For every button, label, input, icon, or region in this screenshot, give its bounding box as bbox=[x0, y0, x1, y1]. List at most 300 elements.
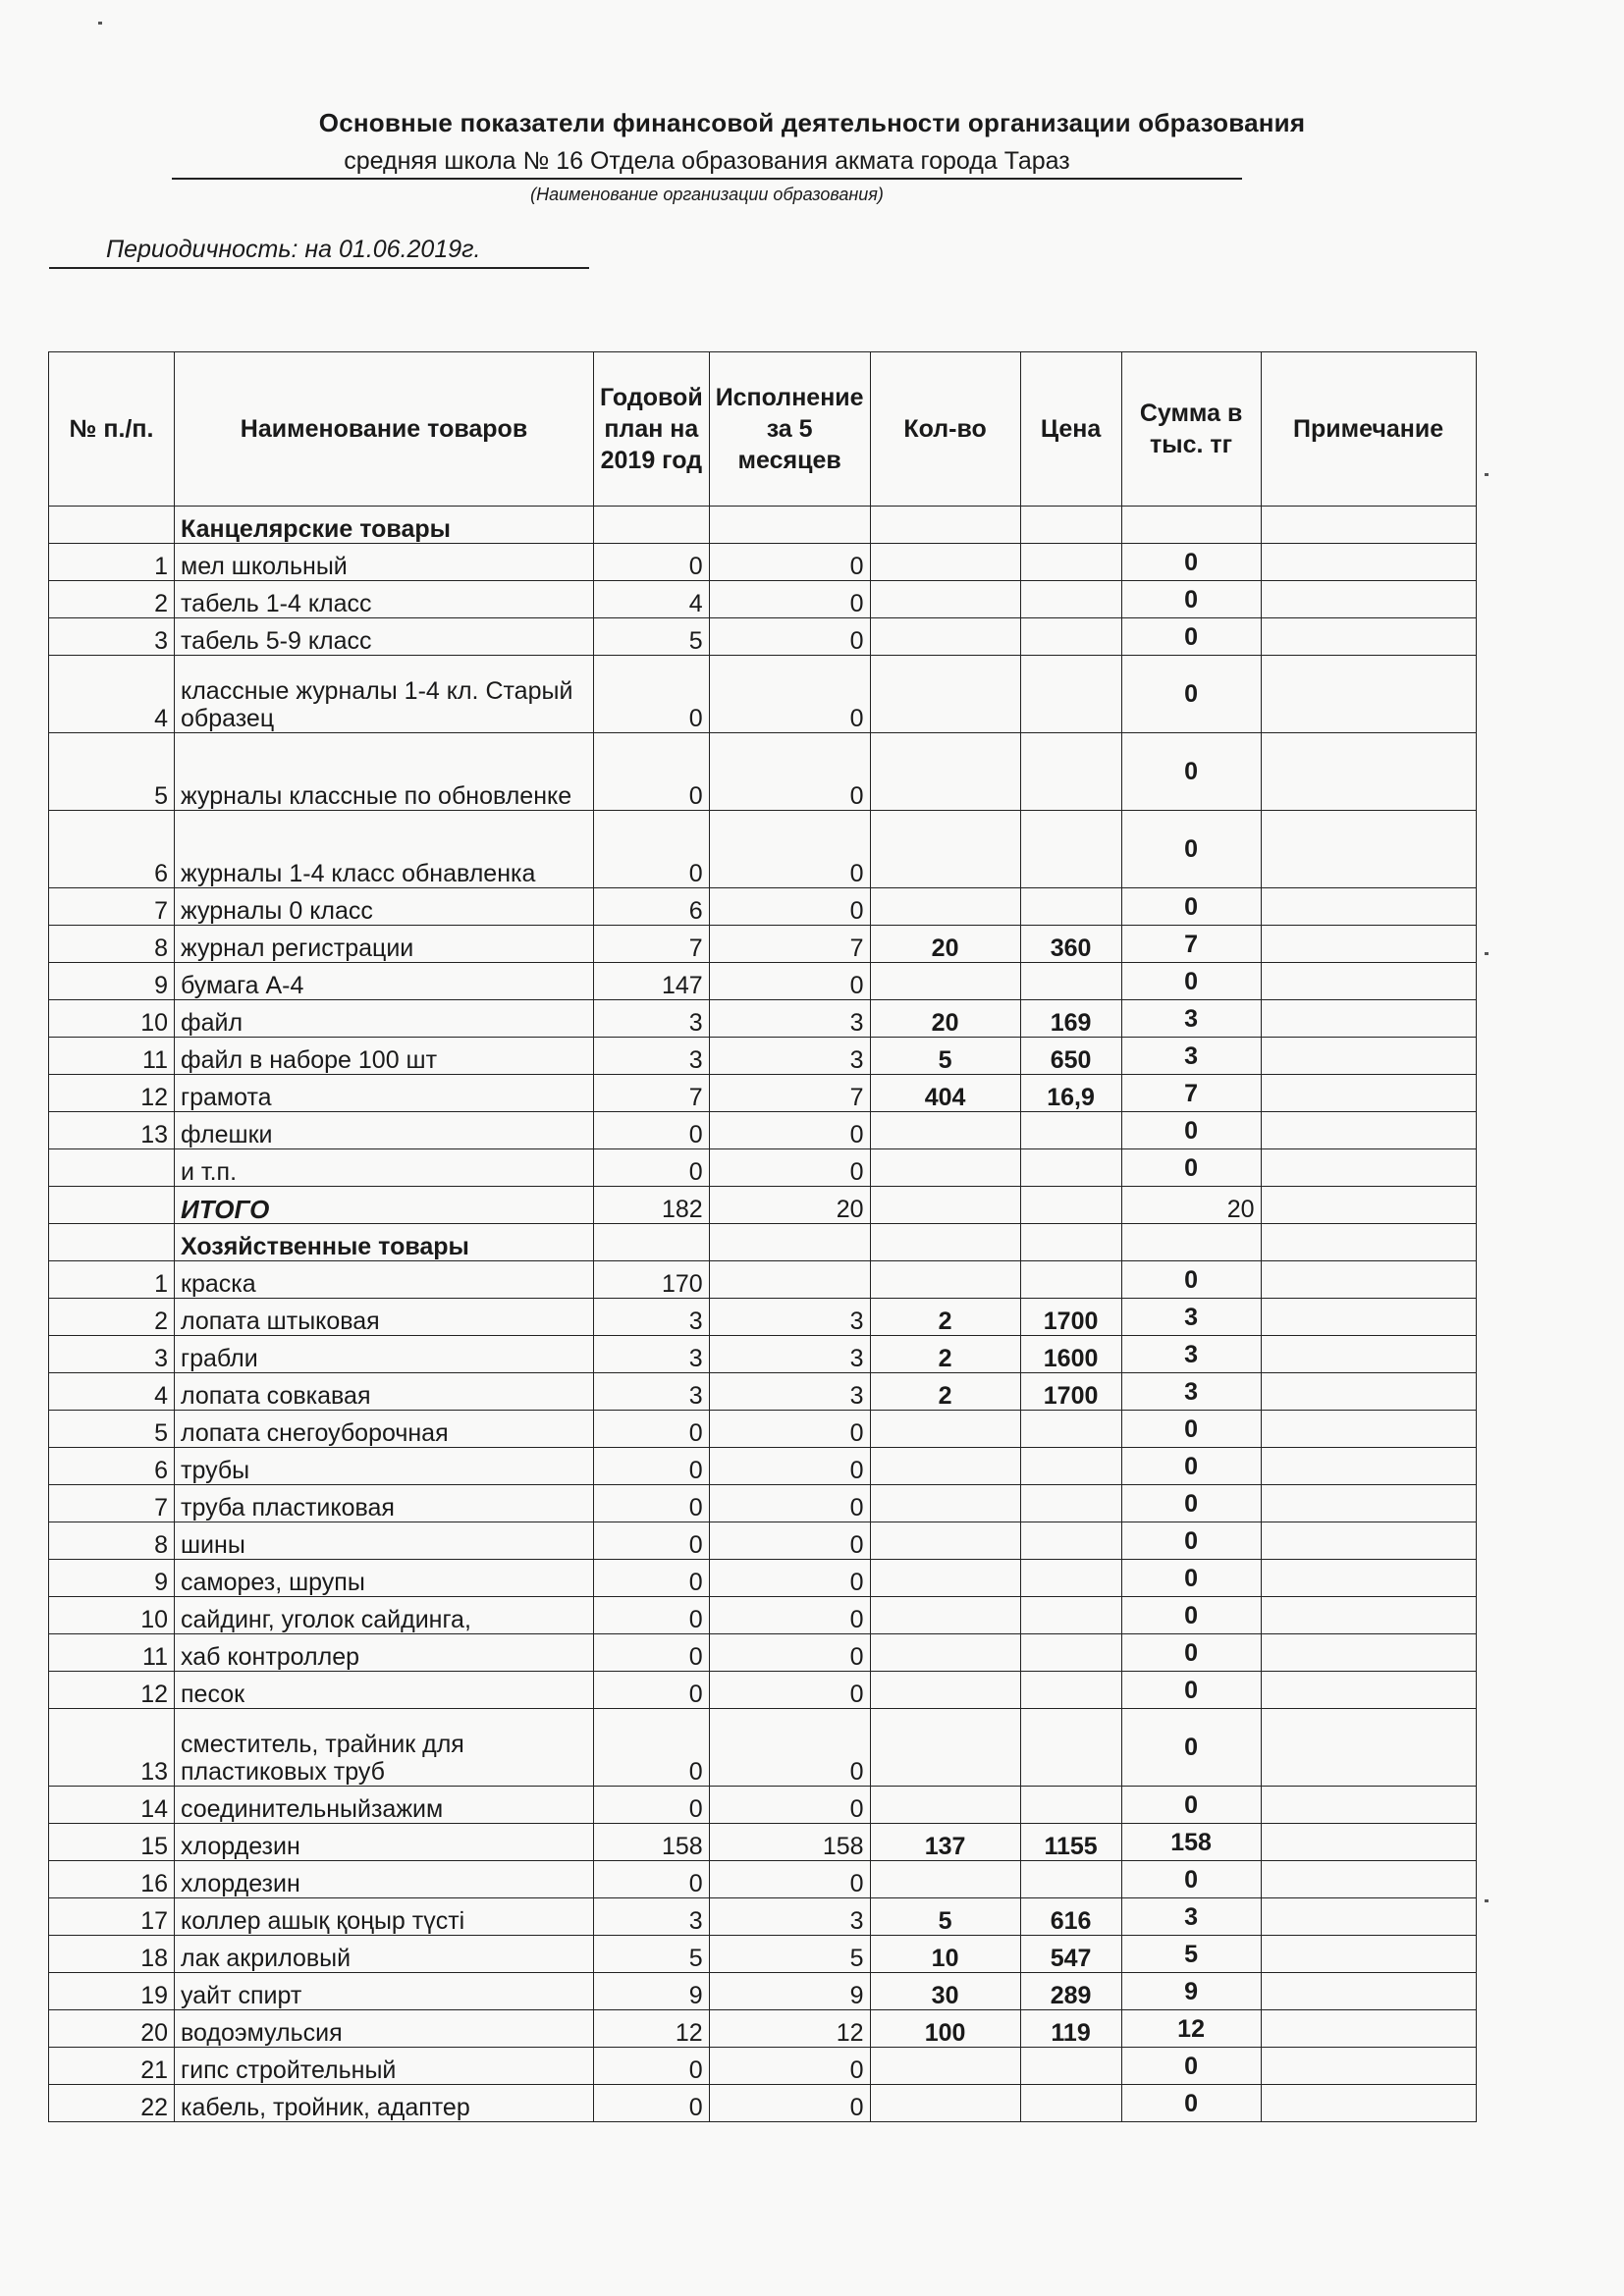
cell-plan: 9 bbox=[594, 1973, 710, 2010]
cell-plan: 12 bbox=[594, 2010, 710, 2048]
total-row bbox=[49, 1187, 1477, 1224]
cell-note bbox=[1261, 1075, 1476, 1112]
cell-price bbox=[1020, 1149, 1121, 1187]
cell-price: 289 bbox=[1020, 1973, 1121, 2010]
cell-price: 1700 bbox=[1020, 1373, 1121, 1411]
cell-exec: 0 bbox=[709, 963, 870, 1000]
table-cell bbox=[1261, 1224, 1476, 1261]
cell-plan: 0 bbox=[594, 1411, 710, 1448]
cell-note bbox=[1261, 1149, 1476, 1187]
table-row bbox=[49, 1936, 1477, 1973]
table-cell bbox=[1020, 507, 1121, 544]
cell-note bbox=[1261, 1038, 1476, 1075]
cell-qty bbox=[870, 656, 1020, 733]
cell-name: лопата совкавая bbox=[175, 1373, 594, 1411]
cell-exec: 0 bbox=[709, 1597, 870, 1634]
cell-exec: 0 bbox=[709, 733, 870, 811]
cell-qty: 2 bbox=[870, 1299, 1020, 1336]
cell-exec: 0 bbox=[709, 1411, 870, 1448]
cell-name: гипс стройтельный bbox=[175, 2048, 594, 2085]
table-cell bbox=[1261, 1187, 1476, 1224]
table-row bbox=[49, 926, 1477, 963]
cell-price bbox=[1020, 1485, 1121, 1522]
cell-sum: 0 bbox=[1121, 1149, 1261, 1187]
cell-note bbox=[1261, 1787, 1476, 1824]
cell-price bbox=[1020, 618, 1121, 656]
cell-exec: 0 bbox=[709, 1560, 870, 1597]
cell-num: 20 bbox=[49, 2010, 175, 2048]
cell-price bbox=[1020, 963, 1121, 1000]
cell-exec: 0 bbox=[709, 544, 870, 581]
cell-qty bbox=[870, 1787, 1020, 1824]
cell-num: 2 bbox=[49, 581, 175, 618]
cell-plan: 7 bbox=[594, 1075, 710, 1112]
cell-price bbox=[1020, 1560, 1121, 1597]
cell-sum: 0 bbox=[1121, 2048, 1261, 2085]
header-sum: Сумма в тыс. тг bbox=[1121, 352, 1261, 507]
cell-note bbox=[1261, 1299, 1476, 1336]
cell-qty bbox=[870, 1448, 1020, 1485]
cell-name: хлордезин bbox=[175, 1861, 594, 1898]
cell-plan: 0 bbox=[594, 1149, 710, 1187]
cell-sum: 0 bbox=[1121, 1672, 1261, 1709]
cell-num: 4 bbox=[49, 656, 175, 733]
cell-exec: 0 bbox=[709, 1787, 870, 1824]
cell-note bbox=[1261, 1112, 1476, 1149]
cell-num: 13 bbox=[49, 1709, 175, 1787]
table-cell bbox=[870, 507, 1020, 544]
cell-sum: 3 bbox=[1121, 1898, 1261, 1936]
cell-price bbox=[1020, 656, 1121, 733]
cell-plan: 0 bbox=[594, 1709, 710, 1787]
table-row bbox=[49, 1824, 1477, 1861]
table-row bbox=[49, 733, 1477, 811]
cell-price bbox=[1020, 733, 1121, 811]
cell-note bbox=[1261, 2010, 1476, 2048]
cell-num: 12 bbox=[49, 1075, 175, 1112]
cell-plan: 3 bbox=[594, 1898, 710, 1936]
cell-sum: 7 bbox=[1121, 926, 1261, 963]
cell-price bbox=[1020, 888, 1121, 926]
cell-exec: 0 bbox=[709, 2048, 870, 2085]
cell-num: 14 bbox=[49, 1787, 175, 1824]
cell-plan: 0 bbox=[594, 1787, 710, 1824]
cell-exec: 0 bbox=[709, 1149, 870, 1187]
table-row bbox=[49, 618, 1477, 656]
cell-sum: 0 bbox=[1121, 1261, 1261, 1299]
cell-num: 3 bbox=[49, 618, 175, 656]
cell-plan: 3 bbox=[594, 1000, 710, 1038]
cell-price: 1155 bbox=[1020, 1824, 1121, 1861]
header-num: № п./п. bbox=[49, 352, 175, 507]
scan-speck bbox=[1485, 1899, 1489, 1902]
cell-price: 1700 bbox=[1020, 1299, 1121, 1336]
cell-exec: 3 bbox=[709, 1000, 870, 1038]
cell-price bbox=[1020, 1597, 1121, 1634]
cell-qty: 137 bbox=[870, 1824, 1020, 1861]
cell-exec: 3 bbox=[709, 1898, 870, 1936]
cell-note bbox=[1261, 888, 1476, 926]
cell-note bbox=[1261, 1597, 1476, 1634]
cell-qty bbox=[870, 1709, 1020, 1787]
cell-note bbox=[1261, 1336, 1476, 1373]
cell-qty bbox=[870, 1149, 1020, 1187]
header-exec: Исполнение за 5 месяцев bbox=[709, 352, 870, 507]
cell-exec: 158 bbox=[709, 1824, 870, 1861]
cell-name: соединительныйзажим bbox=[175, 1787, 594, 1824]
cell-note bbox=[1261, 1709, 1476, 1787]
table-body bbox=[49, 507, 1477, 2122]
cell-price: 169 bbox=[1020, 1000, 1121, 1038]
scan-speck bbox=[98, 22, 102, 25]
table-row bbox=[49, 1299, 1477, 1336]
table-cell bbox=[49, 1224, 175, 1261]
cell-name: лопата штыковая bbox=[175, 1299, 594, 1336]
cell-name: и т.п. bbox=[175, 1149, 594, 1187]
cell-num: 15 bbox=[49, 1824, 175, 1861]
cell-plan: 7 bbox=[594, 926, 710, 963]
cell-exec: 3 bbox=[709, 1299, 870, 1336]
table-cell bbox=[709, 1224, 870, 1261]
cell-exec: 0 bbox=[709, 1522, 870, 1560]
cell-sum: 3 bbox=[1121, 1299, 1261, 1336]
cell-num: 18 bbox=[49, 1936, 175, 1973]
table-row bbox=[49, 1597, 1477, 1634]
cell-name: труба пластиковая bbox=[175, 1485, 594, 1522]
cell-qty bbox=[870, 811, 1020, 888]
cell-sum: 0 bbox=[1121, 888, 1261, 926]
cell-sum: 0 bbox=[1121, 544, 1261, 581]
cell-price bbox=[1020, 1261, 1121, 1299]
cell-note bbox=[1261, 1485, 1476, 1522]
table-row bbox=[49, 1973, 1477, 2010]
periodicity-line: Периодичность: на 01.06.2019г. bbox=[49, 236, 589, 269]
cell-qty bbox=[870, 1485, 1020, 1522]
cell-price: 1600 bbox=[1020, 1336, 1121, 1373]
document-title: Основные показатели финансовой деятельности организации образования bbox=[318, 108, 1306, 137]
cell-num bbox=[49, 1149, 175, 1187]
table-cell bbox=[594, 507, 710, 544]
cell-name: файл bbox=[175, 1000, 594, 1038]
cell-price bbox=[1020, 1634, 1121, 1672]
cell-qty: 30 bbox=[870, 1973, 1020, 2010]
cell-name: водоэмульсия bbox=[175, 2010, 594, 2048]
cell-num: 8 bbox=[49, 926, 175, 963]
cell-num: 1 bbox=[49, 544, 175, 581]
table-cell bbox=[1020, 1187, 1121, 1224]
cell-exec: 9 bbox=[709, 1973, 870, 2010]
cell-exec: 0 bbox=[709, 2085, 870, 2122]
cell-num: 22 bbox=[49, 2085, 175, 2122]
table-row bbox=[49, 2048, 1477, 2085]
cell-sum: 9 bbox=[1121, 1973, 1261, 2010]
cell-name: табель 1-4 класс bbox=[175, 581, 594, 618]
cell-num: 4 bbox=[49, 1373, 175, 1411]
header-note: Примечание bbox=[1261, 352, 1476, 507]
cell-plan: 0 bbox=[594, 2048, 710, 2085]
cell-num: 19 bbox=[49, 1973, 175, 2010]
cell-note bbox=[1261, 1448, 1476, 1485]
cell-name: мел школьный bbox=[175, 544, 594, 581]
cell-plan: 158 bbox=[594, 1824, 710, 1861]
cell-plan: 0 bbox=[594, 733, 710, 811]
cell-qty bbox=[870, 1261, 1020, 1299]
cell-num: 6 bbox=[49, 811, 175, 888]
cell-sum: 0 bbox=[1121, 733, 1261, 811]
cell-qty bbox=[870, 1634, 1020, 1672]
cell-plan: 0 bbox=[594, 1448, 710, 1485]
cell-qty: 5 bbox=[870, 1898, 1020, 1936]
table-row bbox=[49, 1709, 1477, 1787]
cell-plan: 0 bbox=[594, 1112, 710, 1149]
cell-plan: 170 bbox=[594, 1261, 710, 1299]
cell-qty bbox=[870, 618, 1020, 656]
cell-num: 17 bbox=[49, 1898, 175, 1936]
cell-plan: 3 bbox=[594, 1038, 710, 1075]
table-cell bbox=[1261, 507, 1476, 544]
total-plan: 182 bbox=[594, 1187, 710, 1224]
cell-name: кабель, тройник, адаптер bbox=[175, 2085, 594, 2122]
cell-qty bbox=[870, 888, 1020, 926]
cell-price bbox=[1020, 1112, 1121, 1149]
table-cell bbox=[709, 507, 870, 544]
cell-num: 21 bbox=[49, 2048, 175, 2085]
cell-qty bbox=[870, 1112, 1020, 1149]
cell-num: 16 bbox=[49, 1861, 175, 1898]
cell-note bbox=[1261, 1634, 1476, 1672]
table-cell bbox=[49, 507, 175, 544]
cell-price bbox=[1020, 581, 1121, 618]
cell-plan: 0 bbox=[594, 1861, 710, 1898]
header-price: Цена bbox=[1020, 352, 1121, 507]
cell-name: лак акриловый bbox=[175, 1936, 594, 1973]
cell-qty bbox=[870, 1597, 1020, 1634]
cell-sum: 0 bbox=[1121, 1787, 1261, 1824]
cell-sum: 0 bbox=[1121, 963, 1261, 1000]
cell-plan: 0 bbox=[594, 1672, 710, 1709]
cell-sum: 0 bbox=[1121, 1861, 1261, 1898]
table-row bbox=[49, 963, 1477, 1000]
cell-sum: 3 bbox=[1121, 1038, 1261, 1075]
cell-note bbox=[1261, 963, 1476, 1000]
cell-qty: 2 bbox=[870, 1336, 1020, 1373]
cell-plan: 3 bbox=[594, 1299, 710, 1336]
cell-sum: 0 bbox=[1121, 2085, 1261, 2122]
cell-sum: 3 bbox=[1121, 1373, 1261, 1411]
table-row bbox=[49, 1149, 1477, 1187]
total-exec: 20 bbox=[709, 1187, 870, 1224]
cell-name: флешки bbox=[175, 1112, 594, 1149]
cell-num: 6 bbox=[49, 1448, 175, 1485]
cell-price: 16,9 bbox=[1020, 1075, 1121, 1112]
cell-note bbox=[1261, 1522, 1476, 1560]
table-row bbox=[49, 1038, 1477, 1075]
organization-caption: (Наименование организации образования) bbox=[530, 185, 884, 204]
cell-num: 3 bbox=[49, 1336, 175, 1373]
table-cell bbox=[594, 1224, 710, 1261]
cell-qty bbox=[870, 963, 1020, 1000]
table-cell bbox=[1121, 507, 1261, 544]
cell-price: 616 bbox=[1020, 1898, 1121, 1936]
cell-plan: 0 bbox=[594, 811, 710, 888]
cell-qty bbox=[870, 1560, 1020, 1597]
cell-sum: 0 bbox=[1121, 1634, 1261, 1672]
cell-plan: 0 bbox=[594, 656, 710, 733]
cell-exec: 0 bbox=[709, 581, 870, 618]
cell-num: 7 bbox=[49, 888, 175, 926]
table-cell bbox=[870, 1187, 1020, 1224]
cell-note bbox=[1261, 926, 1476, 963]
cell-exec: 3 bbox=[709, 1373, 870, 1411]
table-row bbox=[49, 544, 1477, 581]
cell-sum: 158 bbox=[1121, 1824, 1261, 1861]
cell-price bbox=[1020, 1709, 1121, 1787]
cell-sum: 3 bbox=[1121, 1336, 1261, 1373]
cell-qty: 20 bbox=[870, 926, 1020, 963]
cell-num: 10 bbox=[49, 1000, 175, 1038]
cell-price bbox=[1020, 1861, 1121, 1898]
cell-note bbox=[1261, 1861, 1476, 1898]
cell-exec: 0 bbox=[709, 1485, 870, 1522]
cell-sum: 0 bbox=[1121, 1522, 1261, 1560]
table-row bbox=[49, 581, 1477, 618]
cell-note bbox=[1261, 2048, 1476, 2085]
cell-price bbox=[1020, 811, 1121, 888]
cell-qty bbox=[870, 1411, 1020, 1448]
cell-qty: 10 bbox=[870, 1936, 1020, 1973]
cell-plan: 4 bbox=[594, 581, 710, 618]
cell-name: сайдинг, уголок сайдинга, bbox=[175, 1597, 594, 1634]
cell-sum: 0 bbox=[1121, 1560, 1261, 1597]
table-row bbox=[49, 1485, 1477, 1522]
table-row bbox=[49, 656, 1477, 733]
cell-note bbox=[1261, 2085, 1476, 2122]
cell-note bbox=[1261, 1973, 1476, 2010]
cell-note bbox=[1261, 544, 1476, 581]
cell-plan: 0 bbox=[594, 1522, 710, 1560]
cell-exec: 3 bbox=[709, 1038, 870, 1075]
cell-name: табель 5-9 класс bbox=[175, 618, 594, 656]
table-row bbox=[49, 1787, 1477, 1824]
cell-exec: 7 bbox=[709, 926, 870, 963]
cell-name: сместитель, трайник для пластиковых труб bbox=[175, 1709, 594, 1787]
header-plan: Годовой план на 2019 год bbox=[594, 352, 710, 507]
table-row bbox=[49, 1000, 1477, 1038]
cell-exec: 12 bbox=[709, 2010, 870, 2048]
cell-exec: 5 bbox=[709, 1936, 870, 1973]
cell-sum: 0 bbox=[1121, 618, 1261, 656]
cell-plan: 5 bbox=[594, 1936, 710, 1973]
table-row bbox=[49, 1672, 1477, 1709]
cell-plan: 0 bbox=[594, 1597, 710, 1634]
cell-plan: 0 bbox=[594, 1485, 710, 1522]
cell-qty bbox=[870, 1522, 1020, 1560]
cell-exec: 0 bbox=[709, 1861, 870, 1898]
cell-qty bbox=[870, 1672, 1020, 1709]
cell-price bbox=[1020, 1411, 1121, 1448]
cell-num: 12 bbox=[49, 1672, 175, 1709]
section-header-row bbox=[49, 507, 1477, 544]
cell-plan: 0 bbox=[594, 544, 710, 581]
cell-qty: 2 bbox=[870, 1373, 1020, 1411]
cell-price bbox=[1020, 2048, 1121, 2085]
table-header-row bbox=[49, 352, 1477, 507]
cell-exec: 0 bbox=[709, 1672, 870, 1709]
cell-name: лопата снегоуборочная bbox=[175, 1411, 594, 1448]
cell-sum: 0 bbox=[1121, 811, 1261, 888]
cell-note bbox=[1261, 1898, 1476, 1936]
table-row bbox=[49, 1112, 1477, 1149]
cell-sum: 0 bbox=[1121, 1411, 1261, 1448]
section-header-row bbox=[49, 1224, 1477, 1261]
cell-num: 9 bbox=[49, 963, 175, 1000]
table-cell bbox=[1020, 1224, 1121, 1261]
cell-num: 11 bbox=[49, 1634, 175, 1672]
cell-price bbox=[1020, 1448, 1121, 1485]
cell-qty: 404 bbox=[870, 1075, 1020, 1112]
cell-name: файл в наборе 100 шт bbox=[175, 1038, 594, 1075]
cell-price bbox=[1020, 1672, 1121, 1709]
cell-sum: 12 bbox=[1121, 2010, 1261, 2048]
cell-plan: 147 bbox=[594, 963, 710, 1000]
cell-note bbox=[1261, 581, 1476, 618]
cell-qty bbox=[870, 2048, 1020, 2085]
cell-price bbox=[1020, 1522, 1121, 1560]
cell-plan: 6 bbox=[594, 888, 710, 926]
cell-sum: 0 bbox=[1121, 1448, 1261, 1485]
organization-name: средняя школа № 16 Отдела образования акмата города Тараз bbox=[172, 147, 1242, 180]
table-cell bbox=[870, 1224, 1020, 1261]
cell-sum: 5 bbox=[1121, 1936, 1261, 1973]
cell-exec: 0 bbox=[709, 1709, 870, 1787]
cell-num: 13 bbox=[49, 1112, 175, 1149]
cell-num: 9 bbox=[49, 1560, 175, 1597]
cell-num: 2 bbox=[49, 1299, 175, 1336]
cell-name: журнал регистрации bbox=[175, 926, 594, 963]
cell-note bbox=[1261, 1560, 1476, 1597]
cell-num: 5 bbox=[49, 1411, 175, 1448]
table-row bbox=[49, 1373, 1477, 1411]
cell-name: коллер ашық қоңыр түсті bbox=[175, 1898, 594, 1936]
cell-qty bbox=[870, 1861, 1020, 1898]
cell-price: 547 bbox=[1020, 1936, 1121, 1973]
cell-plan: 3 bbox=[594, 1336, 710, 1373]
cell-name: бумага А-4 bbox=[175, 963, 594, 1000]
cell-note bbox=[1261, 1000, 1476, 1038]
cell-exec: 0 bbox=[709, 811, 870, 888]
cell-price: 650 bbox=[1020, 1038, 1121, 1075]
cell-note bbox=[1261, 1936, 1476, 1973]
cell-plan: 3 bbox=[594, 1373, 710, 1411]
cell-num: 7 bbox=[49, 1485, 175, 1522]
cell-name: саморез, шрупы bbox=[175, 1560, 594, 1597]
cell-price: 119 bbox=[1020, 2010, 1121, 2048]
table-row bbox=[49, 811, 1477, 888]
cell-plan: 0 bbox=[594, 2085, 710, 2122]
table-row bbox=[49, 1336, 1477, 1373]
table-row bbox=[49, 1075, 1477, 1112]
cell-num: 11 bbox=[49, 1038, 175, 1075]
cell-sum: 0 bbox=[1121, 1112, 1261, 1149]
cell-exec: 0 bbox=[709, 618, 870, 656]
cell-exec bbox=[709, 1261, 870, 1299]
cell-exec: 0 bbox=[709, 1448, 870, 1485]
table-row bbox=[49, 2085, 1477, 2122]
cell-exec: 3 bbox=[709, 1336, 870, 1373]
table-row bbox=[49, 1634, 1477, 1672]
cell-note bbox=[1261, 618, 1476, 656]
cell-exec: 0 bbox=[709, 1112, 870, 1149]
